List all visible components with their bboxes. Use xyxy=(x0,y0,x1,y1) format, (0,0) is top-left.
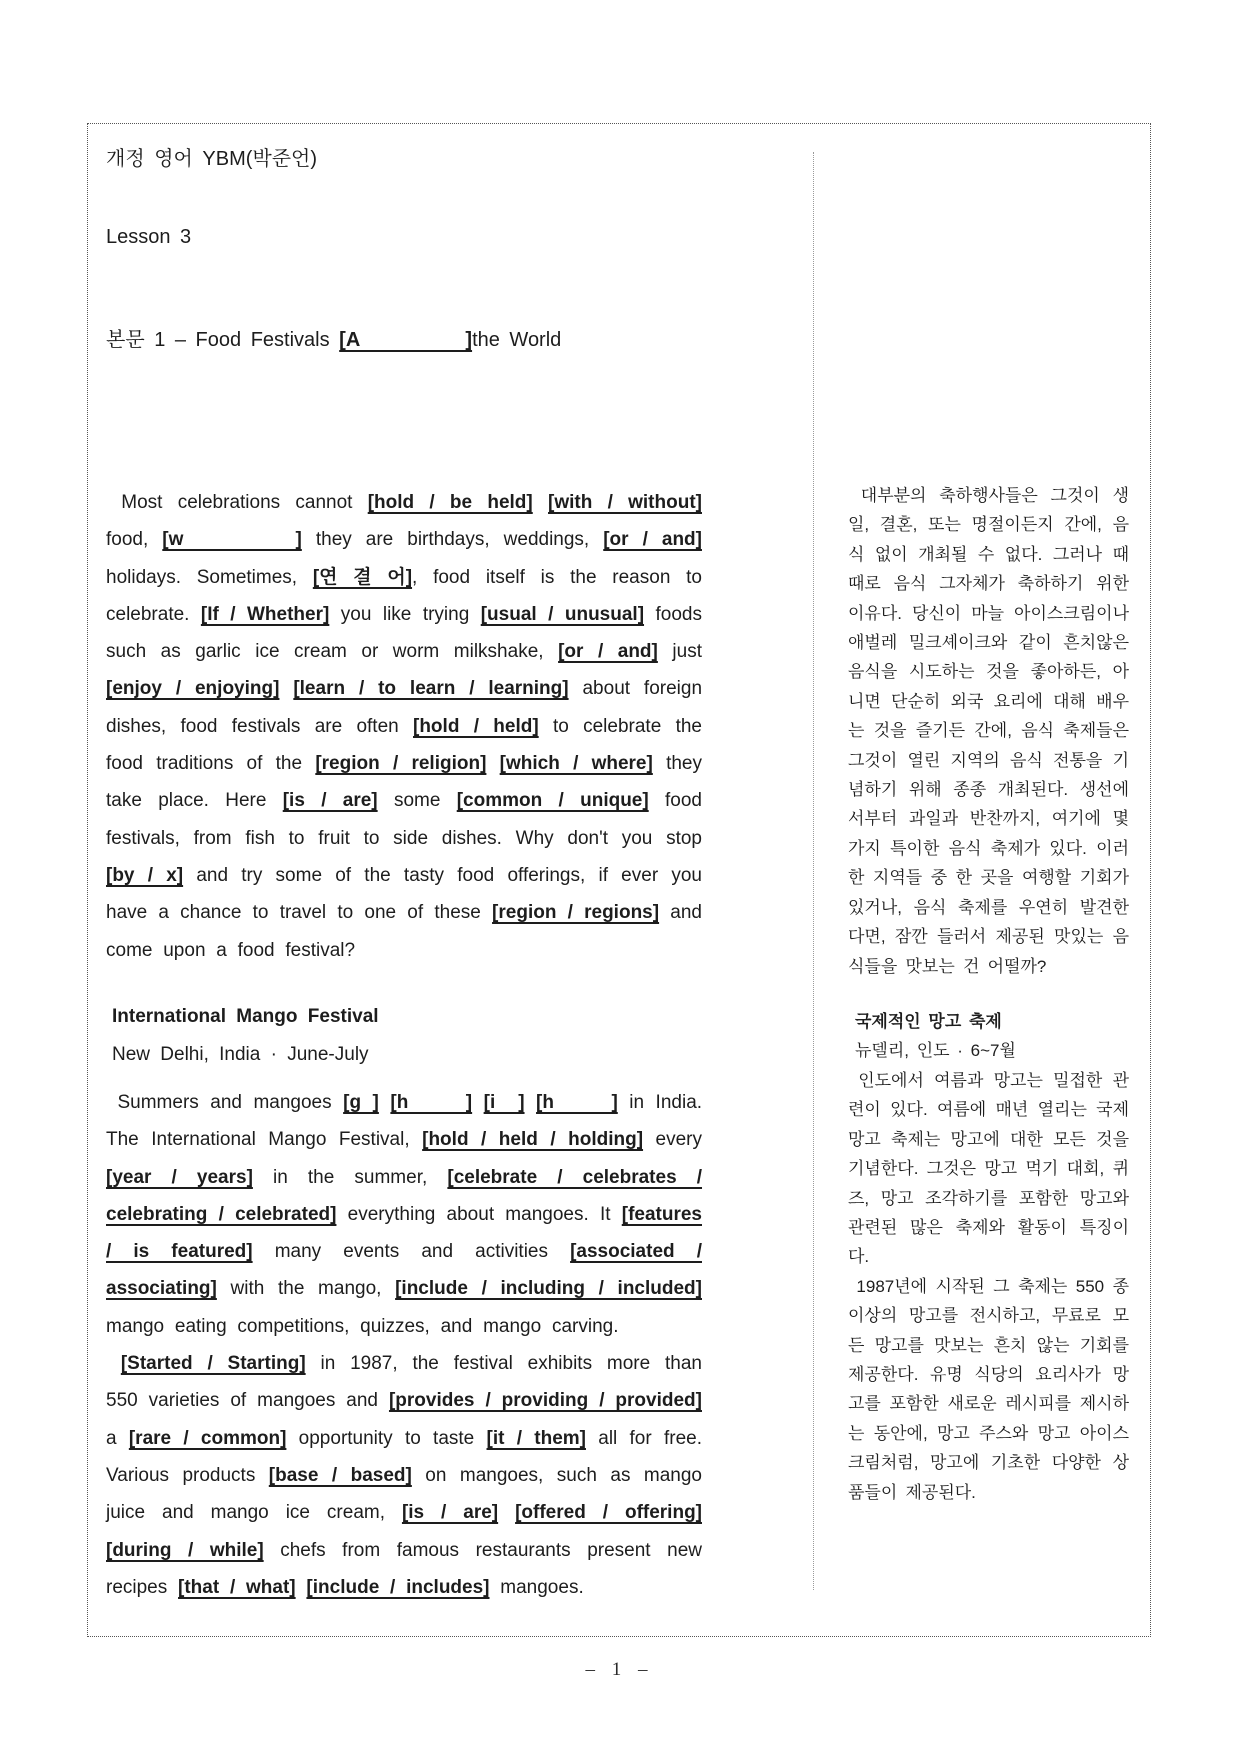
choice-bracket: [with / without] xyxy=(548,492,702,513)
choice-bracket: [during / while] xyxy=(106,1539,264,1561)
choice-bracket: [base / based] xyxy=(268,1464,412,1486)
korean-paragraph-2: 인도에서 여름과 망고는 밀접한 관련이 있다. 여름에 매년 열리는 국제 망고 축제는 망고에 대한 모든 것을 기념한다. 그것은 망고 먹기 대회, 퀴즈, 망고 조각하기를 포함한 망고와 관련된 많은 축제와 활동이 특징이다. xyxy=(848,1071,1129,1267)
korean-mango-subheading: 뉴델리, 인도 · 6~7월 xyxy=(855,1041,1016,1060)
text-run: many events and activities xyxy=(252,1241,571,1263)
choice-bracket: [A ] xyxy=(339,329,473,351)
text-run: in India. The International Mango Festival, xyxy=(106,1092,703,1151)
choice-bracket: [provides / providing / provided] xyxy=(388,1390,702,1412)
choice-bracket: [hold / be held] xyxy=(367,492,533,513)
choice-bracket: [offered / offering] xyxy=(515,1502,702,1524)
text-run: holidays. Sometimes, xyxy=(106,566,313,588)
text-run: on mangoes, such as mango juice and mango ice cream, xyxy=(106,1464,702,1524)
choice-bracket: [or / and] xyxy=(558,641,658,663)
column-divider xyxy=(813,152,814,1590)
choice-bracket: [learn / to learn / learning] xyxy=(293,678,569,700)
text-run: everything about mangoes. It xyxy=(336,1203,622,1225)
choice-bracket: [region / regions] xyxy=(492,902,660,924)
text-run: you like trying xyxy=(329,603,481,625)
choice-bracket: [i ] xyxy=(483,1092,525,1113)
text-run: mango eating competitions, quizzes, and mango carving. xyxy=(106,1315,619,1337)
choice-bracket: [by / x] xyxy=(106,864,184,886)
text-run: opportunity to taste xyxy=(286,1427,487,1449)
korean-paragraph-3: 1987년에 시작된 그 축제는 550 종 이상의 망고를 전시하고, 무료로 모든 망고를 맛보는 흔치 않는 기회를 제공한다. 유명 식당의 요리사가 망고를 포함한 새로운 레시피를 제시하는 동안에, 망고 주스와 망고 아이스크림처럼, 망고에 기초한 다양한 상품들이 제공된다. xyxy=(848,1276,1129,1502)
text-run: every xyxy=(643,1129,702,1151)
text-run: food festivals, from fish to fruit to side dishes. Why don't you stop xyxy=(106,790,702,849)
english-mango-heading: International Mango Festival xyxy=(112,1006,379,1027)
english-mango-body xyxy=(106,1084,702,1606)
course-title: 개정 영어 YBM(박준언) xyxy=(106,148,318,170)
choice-bracket: [associated / associating] xyxy=(106,1241,702,1300)
choice-bracket: [enjoy / enjoying] xyxy=(106,678,280,700)
english-paragraph-3 xyxy=(106,1345,702,1606)
text-run: foods such as garlic ice cream or worm milkshake, xyxy=(106,603,702,663)
text-run: all for free. Various products xyxy=(106,1427,702,1486)
choice-bracket: [h ] xyxy=(536,1092,618,1113)
choice-bracket: [usual / unusual] xyxy=(480,603,645,625)
text-run: just xyxy=(657,641,702,663)
text-run: the World xyxy=(472,329,562,351)
text-run xyxy=(379,1092,391,1113)
text-run xyxy=(472,1092,484,1113)
text-run: and come upon a food festival? xyxy=(106,902,702,961)
text-run xyxy=(106,1353,121,1374)
korean-paragraph-1: 대부분의 축하행사들은 그것이 생일, 결혼, 또는 명절이든지 간에, 음식 없이 개최될 수 없다. 그러나 때때로 음식 그자체가 축하하기 위한 이유다. 당신이 마늘 아이스크림이나 애벌레 밀크셰이크와 같이 흔치않은 음식을 시도하는 것을 좋아하든, 아니면 단순히 외국 요리에 대해 배우는 것을 즐기든 간에, 음식 축제들은 그것이 열린 지역의 음식 전통을 기념하기 위해 종종 개최된다. 생선에서부터 과일과 반찬까지, 여기에 몇 가지 특이한 음식 축제가 있다. 이러한 지역들 중 한 곳을 여행할 기회가 있거나, 음식 축제를 우연히 발견한다면, 잠깐 들러서 제공된 맛있는 음식들을 맛보는 건 어떨까? xyxy=(848,486,1129,976)
text-run: chefs from famous restaurants present new recipes xyxy=(106,1539,702,1598)
choice-bracket: [year / years] xyxy=(106,1166,253,1188)
choice-bracket: [celebrate / celebrates / celebrating / celebrated] xyxy=(106,1166,703,1225)
text-run: mangoes. xyxy=(489,1576,584,1598)
lesson-label: Lesson 3 xyxy=(106,226,192,248)
choice-bracket: [or / and] xyxy=(603,529,702,551)
choice-bracket: [h ] xyxy=(390,1092,473,1113)
choice-bracket: [is / are] xyxy=(282,790,378,812)
choice-bracket: [If / Whether] xyxy=(200,603,330,625)
choice-bracket: [it / them] xyxy=(486,1427,586,1449)
english-mango-subheading: New Delhi, India · June-July xyxy=(112,1044,369,1065)
text-run: in 1987, the festival exhibits more than 550 varieties of mangoes and xyxy=(106,1353,702,1412)
choice-bracket: [g ] xyxy=(343,1092,379,1113)
text-run xyxy=(498,1502,515,1523)
korean-mango-heading: 국제적인 망고 축제 xyxy=(855,1012,1002,1031)
choice-bracket: [that / what] xyxy=(178,1576,296,1598)
text-run xyxy=(533,492,548,513)
text-run: in the summer, xyxy=(252,1166,448,1188)
choice-bracket: [include / includes] xyxy=(306,1576,490,1598)
text-run: about foreign dishes, food festivals are often xyxy=(106,678,703,737)
choice-bracket: [include / including / included] xyxy=(395,1278,702,1300)
text-run: Most celebrations cannot xyxy=(106,492,368,513)
text-run: they take place. Here xyxy=(106,753,702,812)
choice-bracket: [연 결 어] xyxy=(312,566,413,588)
passage-title xyxy=(106,327,561,353)
choice-bracket: [hold / held / holding] xyxy=(422,1129,644,1151)
choice-bracket: [common / unique] xyxy=(456,790,649,812)
text-run xyxy=(279,678,293,699)
text-run: they are birthdays, weddings, xyxy=(301,529,604,551)
text-run: food, xyxy=(106,529,163,551)
text-run: and try some of the tasty food offerings, if ever you have a chance to travel to one of these xyxy=(106,864,702,924)
text-run: with the mango, xyxy=(216,1278,396,1300)
choice-bracket: [w ] xyxy=(162,529,302,551)
text-run xyxy=(486,753,499,774)
english-paragraph-2 xyxy=(106,1084,702,1345)
text-run xyxy=(525,1092,537,1113)
text-run: Summers and mangoes xyxy=(106,1092,344,1113)
text-run: 본문 1 – Food Festivals xyxy=(106,329,340,351)
page-number: – 1 – xyxy=(585,1659,654,1680)
text-run xyxy=(296,1577,307,1598)
english-paragraph-1 xyxy=(106,484,702,969)
text-run: a xyxy=(106,1427,129,1449)
choice-bracket: [is / are] xyxy=(401,1502,499,1524)
text-run: , food itself is the reason to celebrate. xyxy=(106,566,702,625)
text-run: to celebrate the food traditions of the xyxy=(106,715,702,775)
text-run: some xyxy=(377,790,457,812)
choice-bracket: [hold / held] xyxy=(413,715,539,737)
korean-mango-body xyxy=(848,1066,1129,1507)
choice-bracket: [which / where] xyxy=(499,753,653,775)
choice-bracket: [Started / Starting] xyxy=(120,1353,306,1375)
choice-bracket: [region / religion] xyxy=(315,753,487,775)
choice-bracket: [features / is featured] xyxy=(106,1203,702,1263)
choice-bracket: [rare / common] xyxy=(128,1427,287,1449)
